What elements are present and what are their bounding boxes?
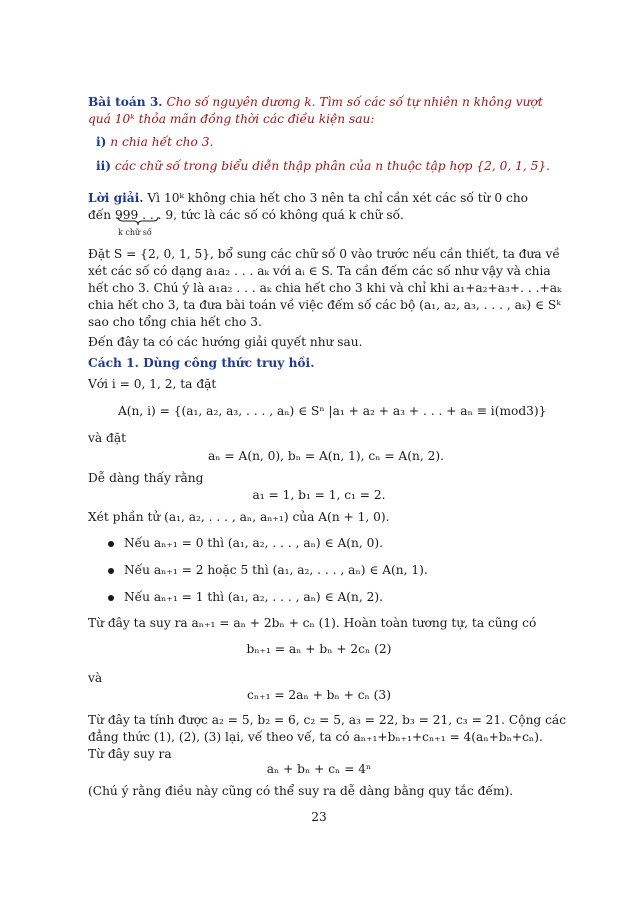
method-1-line-10: (Chú ý rằng điều này cũng có thể suy ra dễ dàng bằng quy tắc đếm).	[88, 784, 514, 798]
condition-1	[96, 134, 213, 150]
bullet-icon	[108, 595, 114, 601]
solution-line-1	[88, 190, 528, 206]
method-1-heading: Cách 1. Dùng công thức truy hồi.	[88, 356, 315, 370]
method-1-line-1: Với i = 0, 1, 2, ta đặt	[88, 377, 217, 391]
equation-sum: aₙ + bₙ + cₙ = 4ⁿ	[266, 762, 372, 776]
bullet-item-3	[108, 589, 383, 605]
method-1-line-9: Từ đây suy ra	[88, 747, 172, 761]
problem-line-1	[88, 94, 543, 110]
bullet-text-1: Nếu aₙ₊₁ = 0 thì (a₁, a₂, . . . , aₙ) ∈ A(n, 0).	[124, 536, 383, 550]
problem-label: Bài toán 3.	[88, 95, 163, 109]
bullet-item-1	[108, 535, 383, 551]
condition-1-label: i)	[96, 135, 107, 149]
solution-text-1: Vì 10ᵏ không chia hết cho 3 nên ta chỉ cần xét các số từ 0 cho	[147, 191, 529, 205]
paragraph-2-line-4: chia hết cho 3, ta đưa bài toán về việc đếm số các bộ (a₁, a₂, a₃, . . . , aₖ) ∈ Sᵏ	[88, 298, 561, 312]
method-1-line-6: và	[88, 671, 103, 685]
solution-label: Lời giải.	[88, 191, 144, 205]
bullet-text-3: Nếu aₙ₊₁ = 1 thì (a₁, a₂, . . . , aₙ) ∈ A(n, 2).	[124, 590, 383, 604]
paragraph-2-line-1: Đặt S = {2, 0, 1, 5}, bổ sung các chữ số 0 vào trước nếu cần thiết, ta đưa về	[88, 247, 560, 261]
method-1-line-8: đẳng thức (1), (2), (3) lại, vế theo vế, ta có aₙ₊₁+bₙ₊₁+cₙ₊₁ = 4(aₙ+bₙ+cₙ).	[88, 730, 543, 744]
underbrace	[117, 216, 159, 226]
equation-A: A(n, i) = {(a₁, a₂, a₃, . . . , aₙ) ∈ Sⁿ |a₁ + a₂ + a₃ + . . . + aₙ ≡ i(mod3)}	[118, 404, 547, 418]
method-1-line-4: Xét phần tử (a₁, a₂, . . . , aₙ, aₙ₊₁) của A(n + 1, 0).	[88, 510, 390, 524]
bullet-text-2: Nếu aₙ₊₁ = 2 hoặc 5 thì (a₁, a₂, . . . , aₙ) ∈ A(n, 1).	[124, 563, 428, 577]
paragraph-2-line-5: sao cho tổng chia hết cho 3.	[88, 315, 262, 329]
bullet-icon	[108, 568, 114, 574]
condition-1-text: n chia hết cho 3.	[110, 135, 214, 149]
condition-2-label: ii)	[96, 159, 112, 173]
equation-3: cₙ₊₁ = 2aₙ + bₙ + cₙ (3)	[247, 688, 391, 702]
paragraph-2-line-3: hết cho 3. Chú ý là a₁a₂ . . . aₖ chia hết cho 3 khi và chỉ khi a₁+a₂+a₃+. . .+aₖ	[88, 281, 562, 295]
problem-line-2: quá 10ᵏ thỏa mãn đồng thời các điều kiện sau:	[88, 112, 375, 126]
method-1-line-5: Từ đây ta suy ra aₙ₊₁ = aₙ + 2bₙ + cₙ (1). Hoàn toàn tương tự, ta cũng có	[88, 616, 537, 630]
method-1-line-3: Dễ dàng thấy rằng	[88, 471, 204, 485]
condition-2	[96, 158, 550, 174]
condition-2-text: các chữ số trong biểu diễn thập phân của n thuộc tập hợp {2, 0, 1, 5}.	[114, 159, 550, 173]
underbrace-label: k chữ số	[118, 228, 152, 237]
problem-text-1: Cho số nguyên dương k. Tìm số các số tự nhiên n không vượt	[166, 95, 543, 109]
method-1-line-2: và đặt	[88, 431, 126, 445]
paragraph-3: Đến đây ta có các hướng giải quyết như sau.	[88, 335, 363, 349]
method-1-line-7: Từ đây ta tính được a₂ = 5, b₂ = 6, c₂ = 5, a₃ = 22, b₃ = 21, c₃ = 21. Cộng các	[88, 713, 567, 727]
equation-2: bₙ₊₁ = aₙ + bₙ + 2cₙ (2)	[246, 642, 392, 656]
page-number: 23	[311, 810, 327, 824]
equation-abc-def: aₙ = A(n, 0), bₙ = A(n, 1), cₙ = A(n, 2).	[208, 449, 444, 463]
paragraph-2-line-2: xét các số có dạng a₁a₂ . . . aₖ với aᵢ ∈ S. Ta cần đếm các số như vậy và chia	[88, 264, 551, 278]
bullet-icon	[108, 541, 114, 547]
solution-line-2: đến 999 . . . 9, tức là các số có không quá k chữ số.	[88, 208, 404, 222]
bullet-item-2	[108, 562, 428, 578]
equation-initial: a₁ = 1, b₁ = 1, c₁ = 2.	[252, 488, 386, 502]
